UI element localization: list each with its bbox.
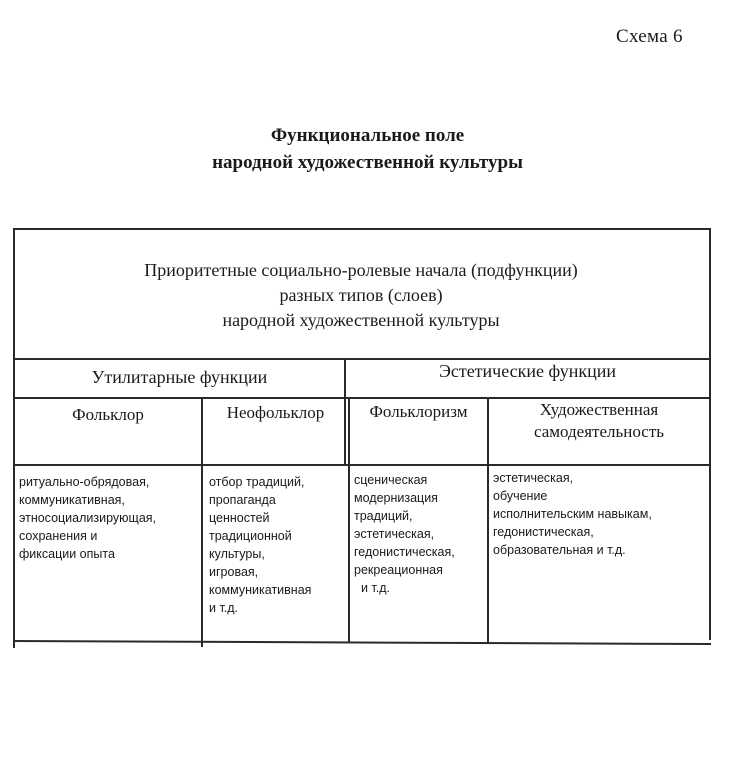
list-item: фиксации опыта xyxy=(19,547,115,561)
list-item: рекреационная xyxy=(354,563,443,577)
list-item: пропаганда xyxy=(209,493,276,507)
list-item: сценическая xyxy=(354,473,428,487)
folklore-functions-list xyxy=(19,473,156,563)
column-title-neofolklore xyxy=(203,402,348,424)
title-line-2: народной художественной культуры xyxy=(212,152,523,173)
column-title-folklorism xyxy=(350,401,487,423)
header-line-3: народной художественной культуры xyxy=(222,310,500,330)
list-item: гедонистическая, xyxy=(493,525,594,539)
column-title-amateur-art-line-2: самодеятельность xyxy=(533,422,665,441)
list-item: и т.д. xyxy=(209,601,239,615)
list-item: коммуникативная xyxy=(209,583,312,597)
divider-col-2 xyxy=(348,397,350,643)
border-bottom xyxy=(13,640,711,645)
title-line-1: Функциональное поле xyxy=(270,125,465,146)
column-title-neofolklore-text: Неофольклор xyxy=(226,403,325,422)
list-item: исполнительским навыкам, xyxy=(493,507,652,521)
list-item: ритуально-обрядовая, xyxy=(19,475,150,489)
amateur-art-functions-list xyxy=(493,469,652,559)
list-item: обучение xyxy=(493,489,548,503)
header-line-1: Приоритетные социально-ролевые начала (подфункции) xyxy=(144,260,578,280)
list-item: и т.д. xyxy=(354,581,390,595)
list-item: игровая, xyxy=(209,565,259,579)
column-title-folklore-text: Фольклор xyxy=(72,405,144,424)
border-right xyxy=(709,228,711,640)
divider-columns xyxy=(13,464,711,466)
list-item: коммуникативная, xyxy=(19,493,125,507)
list-item: образовательная и т.д. xyxy=(493,543,626,557)
list-item: традиционной xyxy=(209,529,292,543)
list-item: ценностей xyxy=(209,511,270,525)
divider-col-1 xyxy=(201,397,203,647)
header-line-2: разных типов (слоев) xyxy=(279,285,443,305)
column-title-amateur-art xyxy=(489,399,709,443)
list-item: сохранения и xyxy=(19,529,98,543)
list-item: эстетическая, xyxy=(354,527,435,541)
scheme-label: Схема 6 xyxy=(616,26,683,47)
list-item: этносоциализирующая, xyxy=(19,511,157,525)
neofolklore-functions-list xyxy=(209,473,311,617)
folklorism-functions-list xyxy=(354,471,455,597)
list-item: традиций, xyxy=(354,509,413,523)
group-utilitarian: Утилитарные функции xyxy=(91,367,268,387)
group-aesthetic: Эстетические функции xyxy=(438,361,617,381)
column-title-folklore xyxy=(15,404,201,426)
list-item: эстетическая, xyxy=(493,471,574,485)
column-title-amateur-art-line-1: Художественная xyxy=(539,400,659,419)
list-item: гедонистическая, xyxy=(354,545,455,559)
list-item: отбор традиций, xyxy=(209,475,305,489)
column-title-folklorism-text: Фольклоризм xyxy=(369,402,468,421)
list-item: модернизация xyxy=(354,491,438,505)
table-header xyxy=(14,258,708,333)
list-item: культуры, xyxy=(209,547,265,561)
border-top xyxy=(13,228,711,230)
diagram-title xyxy=(0,122,735,176)
